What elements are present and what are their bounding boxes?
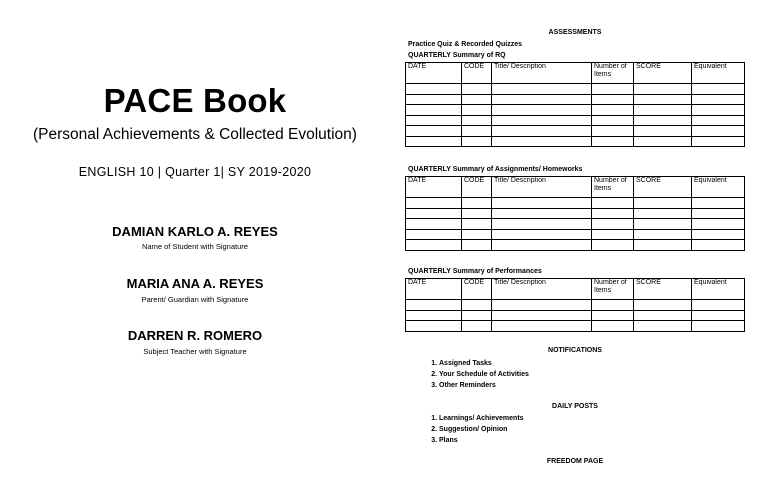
quizzes-caption: Practice Quiz & Recorded Quizzes [408, 41, 522, 48]
col-code: CODE [462, 177, 492, 198]
table-row [406, 115, 745, 126]
list-item: 1. Learnings/ Achievements [439, 413, 524, 424]
col-equivalent: Equivalent [692, 63, 745, 84]
col-equivalent: Equivalent [692, 279, 745, 300]
parent-name: MARIA ANA A. REYES [126, 276, 264, 291]
table-row [406, 229, 745, 240]
col-score: SCORE [634, 279, 692, 300]
table-row [406, 105, 745, 116]
course-line: ENGLISH 10 | Quarter 1| SY 2019-2020 [78, 165, 312, 179]
col-title: Title/ Description [492, 279, 592, 300]
col-date: DATE [406, 63, 462, 84]
student-role: Name of Student with Signature [142, 242, 248, 251]
teacher-name: DARREN R. ROMERO [127, 328, 263, 343]
book-title: PACE Book [103, 82, 287, 119]
table-row [406, 219, 745, 230]
performances-caption: QUARTERLY Summary of Performances [408, 268, 542, 275]
list-item: 2. Suggestion/ Opinion [439, 424, 524, 435]
col-code: CODE [462, 63, 492, 84]
summary-sheet [405, 0, 745, 503]
list-item: 3. Other Reminders [439, 380, 529, 391]
list-item: 2. Your Schedule of Activities [439, 369, 529, 380]
col-title: Title/ Description [492, 177, 592, 198]
col-number-of-items: Number of Items [592, 63, 634, 84]
table-row [406, 94, 745, 105]
list-item: 3. Plans [439, 435, 524, 446]
table-row [406, 84, 745, 95]
col-equivalent: Equivalent [692, 177, 745, 198]
performances-summary-table [405, 278, 745, 332]
col-date: DATE [406, 279, 462, 300]
parent-role: Parent/ Guardian with Signature [141, 295, 249, 304]
teacher-role: Subject Teacher with Signature [143, 347, 247, 356]
table-row [406, 240, 745, 251]
rq-summary-table [405, 62, 745, 147]
list-item: 1. Assigned Tasks [439, 358, 529, 369]
rq-caption: QUARTERLY Summary of RQ [408, 52, 506, 59]
assignments-summary-table [405, 176, 745, 251]
col-number-of-items: Number of Items [592, 279, 634, 300]
col-title: Title/ Description [492, 63, 592, 84]
notifications-heading: NOTIFICATIONS [548, 347, 602, 354]
table-row [406, 198, 745, 209]
table-row [406, 321, 745, 332]
col-date: DATE [406, 177, 462, 198]
book-subtitle: (Personal Achievements & Collected Evolution) [33, 126, 357, 143]
student-name: DAMIAN KARLO A. REYES [112, 224, 278, 239]
notifications-list [425, 358, 529, 392]
col-score: SCORE [634, 63, 692, 84]
col-code: CODE [462, 279, 492, 300]
col-number-of-items: Number of Items [592, 177, 634, 198]
table-row [406, 126, 745, 137]
daily-posts-list [425, 413, 524, 447]
freedom-page-heading: FREEDOM PAGE [546, 458, 604, 465]
daily-posts-heading: DAILY POSTS [552, 403, 598, 410]
table-row [406, 310, 745, 321]
table-row [406, 300, 745, 311]
table-row [406, 208, 745, 219]
col-score: SCORE [634, 177, 692, 198]
assessments-heading: ASSESSMENTS [548, 29, 602, 36]
table-row [406, 136, 745, 147]
assignments-caption: QUARTERLY Summary of Assignments/ Homeworks [408, 166, 583, 173]
